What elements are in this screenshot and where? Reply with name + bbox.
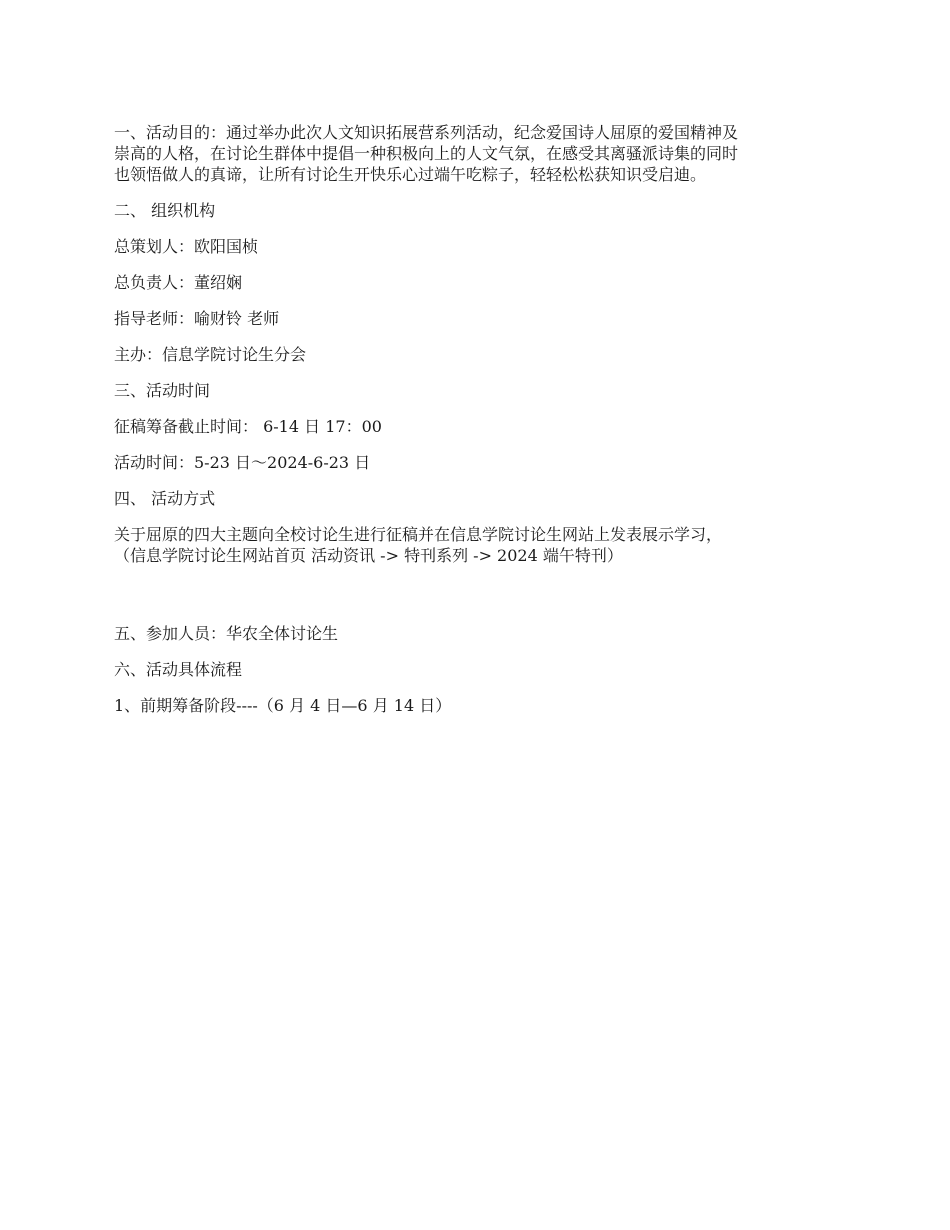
chief-planner: 总策划人：欧阳国桢 (114, 237, 259, 256)
host: 主办：信息学院讨论生分会 (114, 345, 307, 364)
participants: 五、参加人员：华农全体讨论生 (114, 624, 339, 643)
purpose-paragraph (114, 122, 834, 185)
advisor: 指导老师：喻财铃 老师 (114, 309, 280, 328)
time-heading: 三、活动时间 (114, 381, 211, 400)
document-body (114, 122, 834, 731)
blank-space (114, 581, 834, 623)
purpose-line-3: 也领悟做人的真谛，让所有讨论生开快乐心过端午吃粽子，轻轻松松获知识受启迪。 (114, 165, 707, 184)
phase-1: 1、前期筹备阶段----（6 月 4 日—6 月 14 日） (114, 696, 452, 715)
organization-heading: 二、 组织机构 (114, 201, 216, 220)
method-line-2: （信息学院讨论生网站首页 活动资讯 -> 特刊系列 -> 2024 端午特刊） (114, 546, 623, 565)
method-line-1: 关于屈原的四大主题向全校讨论生进行征稿并在信息学院讨论生网站上发表展示学习， (114, 525, 723, 544)
deadline: 征稿筹备截止时间： 6-14 日 17：00 (114, 417, 382, 436)
purpose-line-1: 一、活动目的：通过举办此次人文知识拓展营系列活动，纪念爱国诗人屈原的爱国精神及 (114, 123, 739, 142)
method-heading: 四、 活动方式 (114, 489, 216, 508)
purpose-line-2: 崇高的人格，在讨论生群体中提倡一种积极向上的人文气氛，在感受其离骚派诗集的同时 (114, 144, 739, 163)
activity-time: 活动时间：5-23 日～2024-6-23 日 (114, 453, 371, 472)
chief-responsible: 总负责人：董绍娴 (114, 273, 243, 292)
process-heading: 六、活动具体流程 (114, 660, 243, 679)
method-paragraph (114, 524, 834, 566)
